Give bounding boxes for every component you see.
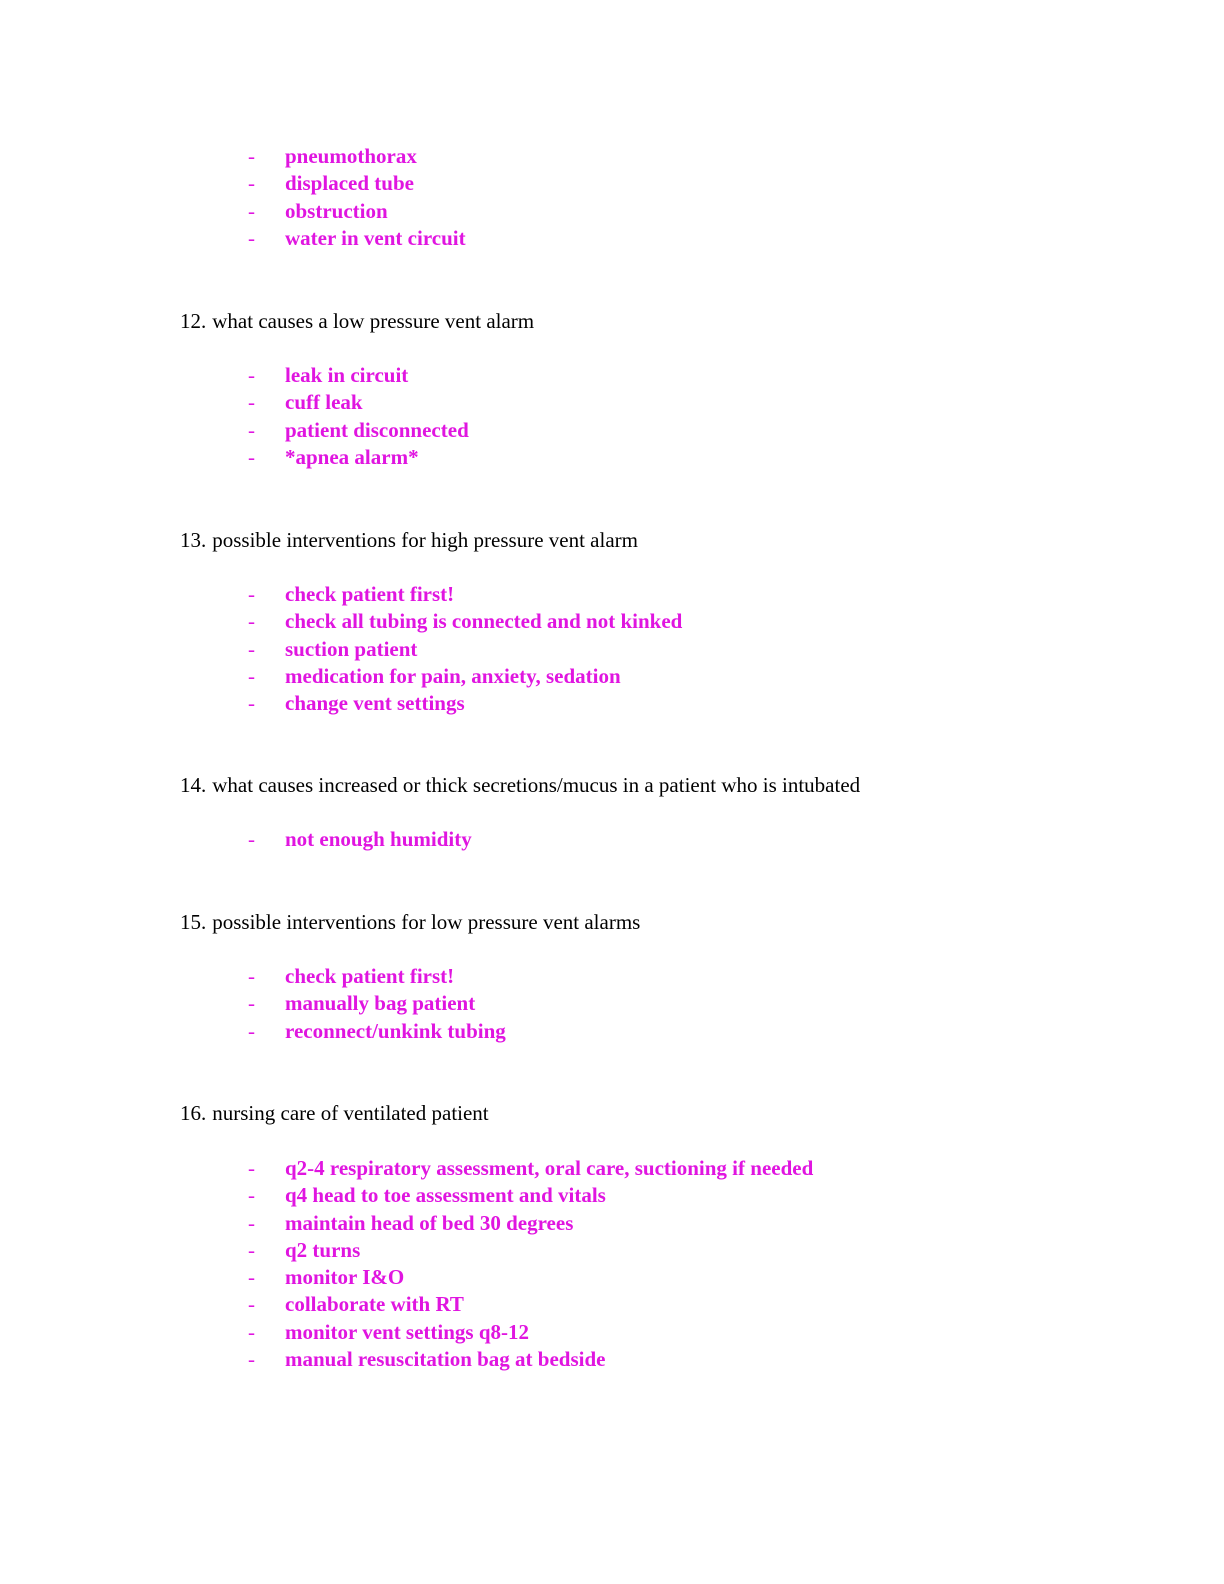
bullet-dash: - (248, 390, 255, 415)
question-15 (180, 910, 640, 934)
bullet-dash: - (248, 171, 255, 196)
answer-text: check patient first! (285, 582, 455, 606)
answer-text: collaborate with RT (285, 1292, 464, 1317)
bullet-dash: - (248, 363, 255, 387)
bullet-dash: - (248, 198, 255, 223)
question-number: 16. (180, 1101, 207, 1125)
question-text: what causes increased or thick secretions/mucus in a patient who is intubated (212, 773, 861, 797)
answer-text: *apnea alarm* (285, 444, 419, 469)
bullet-dash: - (248, 1319, 255, 1344)
bullet-dash: - (248, 417, 255, 442)
question-number: 13. (180, 528, 207, 552)
bullet-dash: - (248, 636, 255, 661)
answer-text: q2-4 respiratory assessment, oral care, suctioning if needed (285, 1156, 814, 1180)
bullet-dash: - (248, 225, 255, 250)
bullet-dash: - (248, 1210, 255, 1235)
answer-text: medication for pain, anxiety, sedation (285, 663, 621, 688)
bullet-dash: - (248, 663, 255, 688)
question-text: possible interventions for high pressure vent alarm (212, 528, 638, 552)
answer-text: pneumothorax (285, 144, 417, 168)
question-14 (180, 773, 860, 797)
question-12 (180, 309, 534, 333)
answer-text: q4 head to toe assessment and vitals (285, 1183, 606, 1208)
bullet-dash: - (248, 444, 255, 469)
question-number: 15. (180, 910, 207, 934)
answer-text: leak in circuit (285, 363, 409, 387)
bullet-dash: - (248, 582, 255, 606)
answer-text: check patient first! (285, 964, 455, 988)
bullet-dash: - (248, 1018, 255, 1043)
answer-text: reconnect/unkink tubing (285, 1018, 506, 1043)
answer-text: patient disconnected (285, 417, 469, 442)
answer-text: displaced tube (285, 171, 414, 196)
bullet-dash: - (248, 691, 255, 716)
answer-text: q2 turns (285, 1237, 361, 1262)
bullet-dash: - (248, 609, 255, 634)
answer-text: manually bag patient (285, 991, 476, 1016)
question-number: 12. (180, 309, 207, 333)
question-16 (180, 1101, 489, 1125)
bullet-dash: - (248, 1183, 255, 1208)
bullet-dash: - (248, 1292, 255, 1317)
answer-text: manual resuscitation bag at bedside (285, 1347, 606, 1372)
question-text: possible interventions for low pressure vent alarms (212, 910, 641, 934)
answer-text: maintain head of bed 30 degrees (285, 1210, 574, 1235)
answer-text: not enough humidity (285, 827, 472, 851)
bullet-dash: - (248, 1265, 255, 1290)
question-text: nursing care of ventilated patient (212, 1101, 489, 1125)
answer-text: monitor vent settings q8-12 (285, 1319, 530, 1344)
answer-text: water in vent circuit (285, 225, 466, 250)
bullet-dash: - (248, 827, 255, 851)
bullet-dash: - (248, 144, 255, 168)
answer-text: cuff leak (285, 390, 363, 415)
bullet-dash: - (248, 1237, 255, 1262)
answer-text: monitor I&O (285, 1265, 405, 1290)
bullet-dash: - (248, 1347, 255, 1372)
answer-text: obstruction (285, 198, 388, 223)
bullet-dash: - (248, 1156, 255, 1180)
answer-text: check all tubing is connected and not kinked (285, 609, 683, 634)
bullet-dash: - (248, 964, 255, 988)
question-text: what causes a low pressure vent alarm (212, 309, 535, 333)
question-13 (180, 528, 638, 552)
answer-text: change vent settings (285, 691, 465, 716)
answer-text: suction patient (285, 636, 418, 661)
bullet-dash: - (248, 991, 255, 1016)
question-number: 14. (180, 773, 207, 797)
